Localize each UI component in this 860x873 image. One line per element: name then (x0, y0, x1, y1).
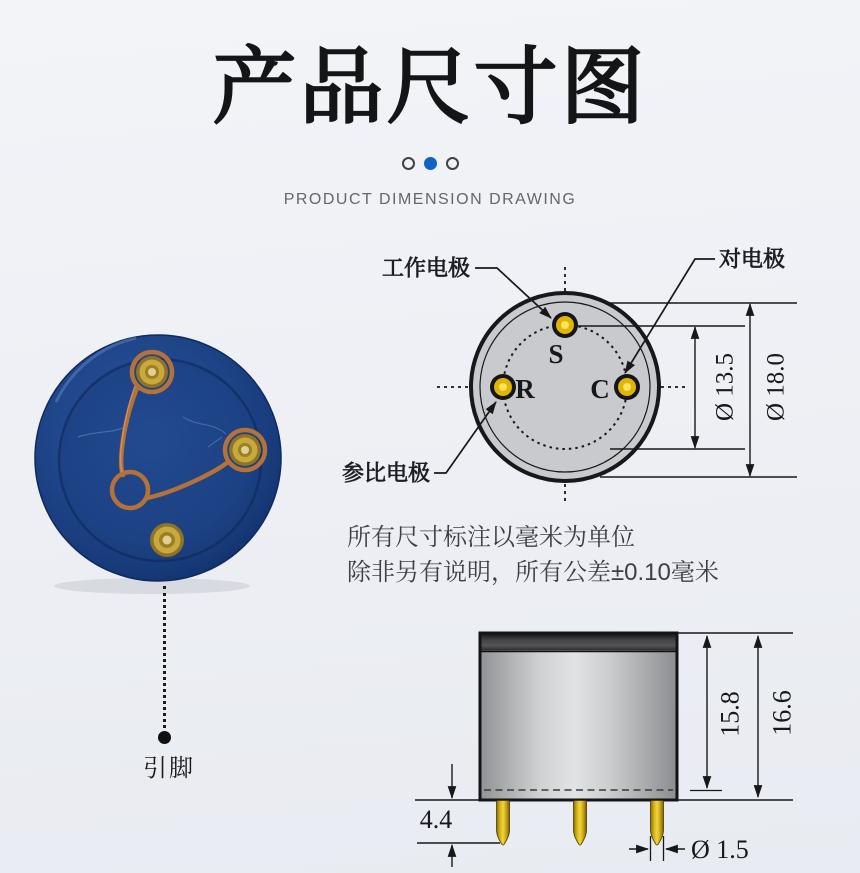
sensor-pins-side (497, 800, 664, 845)
pin-letter-c: C (590, 374, 610, 404)
note-line-1: 所有尺寸标注以毫米为单位 (347, 524, 635, 551)
page-subtitle: PRODUCT DIMENSION DRAWING (283, 191, 577, 208)
dim-text-18-0: Ø 18.0 (762, 352, 790, 422)
sensor-top-cap (482, 635, 676, 651)
dimension-notes (347, 520, 719, 590)
carousel-dot-inactive-2 (446, 157, 459, 170)
side-pin-2 (574, 800, 587, 845)
sensor-body-side (480, 633, 677, 800)
dim-text-pin-diameter: Ø 1.5 (691, 835, 749, 864)
dim-text-15-8: 15.8 (715, 691, 745, 737)
page-title: 产品尺寸图 (212, 40, 648, 134)
electrode-pin-s (552, 312, 578, 338)
electrode-pin-r (490, 374, 516, 400)
pin-letter-s: S (548, 339, 564, 369)
photo-pin-2 (229, 434, 261, 466)
photo-pin-3 (150, 523, 184, 557)
counter-electrode-label: 对电极 (719, 246, 786, 272)
pin-letter-r: R (515, 374, 535, 404)
pin-pointer-dotted-line (163, 586, 166, 728)
side-pin-1 (497, 800, 510, 845)
carousel-dot-inactive-1 (402, 157, 415, 170)
pin-caption: 引脚 (143, 755, 195, 782)
electrode-pin-c (614, 374, 640, 400)
reference-electrode-label: 参比电极 (341, 460, 430, 486)
dim-text-16-6: 16.6 (767, 690, 797, 736)
side-pin-3 (651, 800, 664, 845)
note-line-2: 除非另有说明，所有公差±0.10毫米 (347, 559, 719, 586)
sensor-photo (18, 322, 302, 598)
top-view-drawing (335, 235, 815, 515)
working-electrode-label: 工作电极 (381, 255, 470, 281)
pin-pointer-dot (158, 731, 171, 744)
photo-pin-1 (136, 356, 168, 388)
dim-text-13-5: Ø 13.5 (711, 352, 739, 422)
carousel-dot-active (424, 157, 437, 170)
carousel-dots (0, 157, 860, 170)
dim-text-4-4: 4.4 (419, 805, 453, 834)
side-view-drawing (400, 615, 815, 873)
